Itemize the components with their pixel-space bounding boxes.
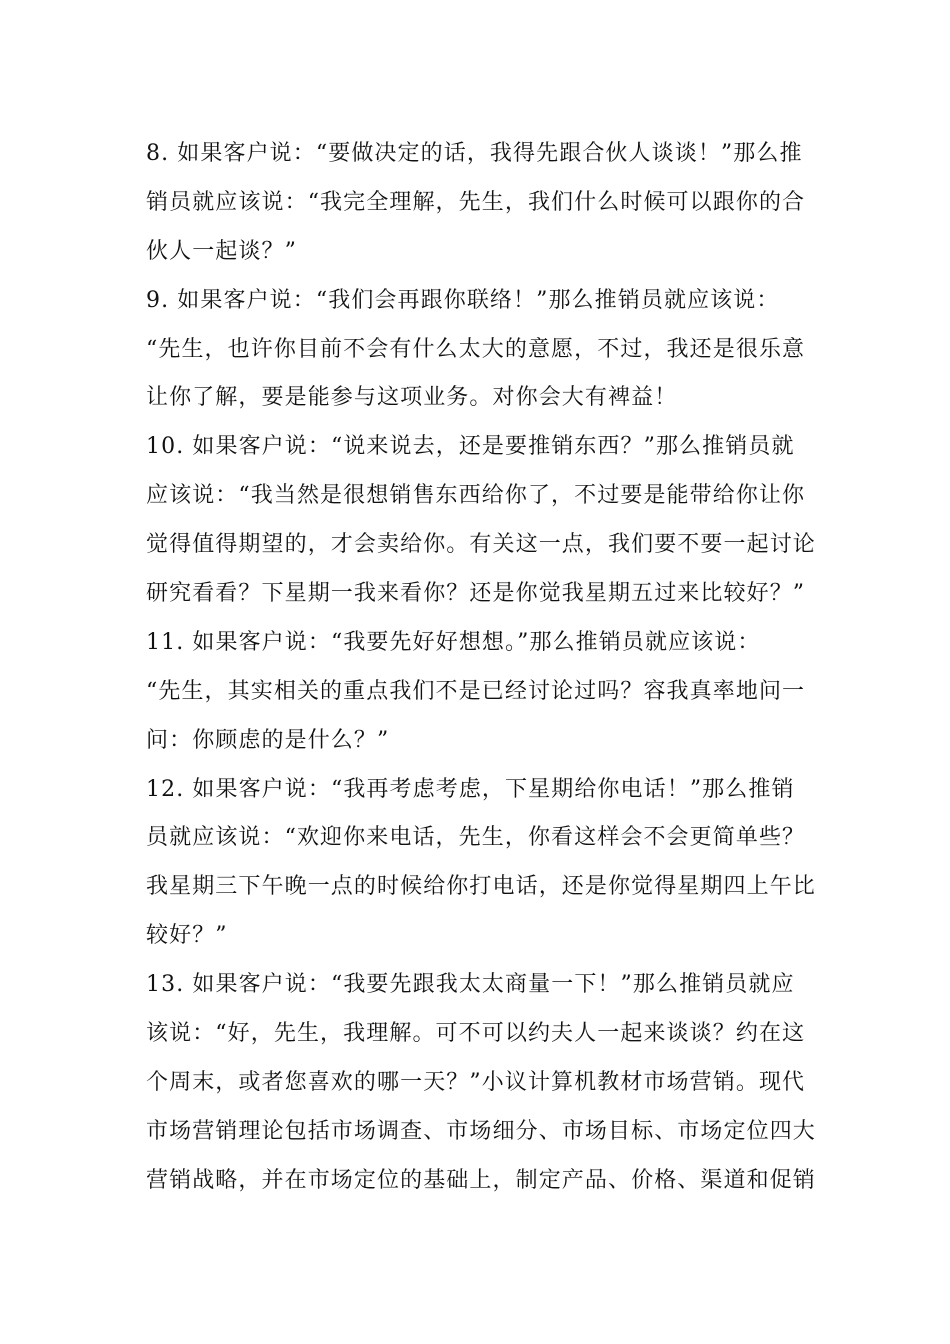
- text-line: 伙人一起谈？”: [146, 238, 297, 264]
- text-line: 较好？”: [146, 923, 228, 949]
- text-line: 11. 如果客户说：“我要先好好想想。”那么推销员就应该说：: [146, 629, 761, 655]
- text-line: 10. 如果客户说：“说来说去，还是要推销东西？”那么推销员就: [146, 434, 795, 460]
- text-line: 我星期三下午晚一点的时候给你打电话，还是你觉得星期四上午比: [146, 874, 816, 900]
- text-line: 8. 如果客户说：“要做决定的话，我得先跟合伙人谈谈！”那么推: [146, 141, 803, 166]
- text-line: 应该说：“我当然是很想销售东西给你了，不过要是能带给你让你: [146, 483, 806, 509]
- body-text: [146, 130, 818, 1206]
- text-line: 该说：“好，先生，我理解。可不可以约夫人一起来谈谈？约在这: [146, 1021, 806, 1047]
- text-line: 让你了解，要是能参与这项业务。对你会大有裨益！: [146, 385, 678, 411]
- text-line: 9. 如果客户说：“我们会再跟你联络！”那么推销员就应该说：: [146, 287, 780, 313]
- text-line: 市场营销理论包括市场调查、市场细分、市场目标、市场定位四大: [146, 1118, 816, 1144]
- text-line: 12. 如果客户说：“我再考虑考虑，下星期给你电话！”那么推销: [146, 776, 795, 802]
- text-line: 销员就应该说：“我完全理解，先生，我们什么时候可以跟你的合: [146, 189, 806, 215]
- text-line: 个周末，或者您喜欢的哪一天？”小议计算机教材市场营销。现代: [146, 1069, 806, 1095]
- text-line: 觉得值得期望的，才会卖给你。有关这一点，我们要不要一起讨论: [146, 532, 816, 558]
- text-line: 研究看看？下星期一我来看你？还是你觉我星期五过来比较好？”: [146, 581, 806, 607]
- text-line: 13. 如果客户说：“我要先跟我太太商量一下！”那么推销员就应: [146, 972, 795, 998]
- text-line: “先生，也许你目前不会有什么太大的意愿，不过，我还是很乐意: [146, 336, 806, 362]
- text-line: “先生，其实相关的重点我们不是已经讨论过吗？容我真率地问一: [146, 678, 806, 704]
- text-line: 营销战略，并在市场定位的基础上，制定产品、价格、渠道和促销: [146, 1167, 816, 1193]
- text-line: 员就应该说：“欢迎你来电话，先生，你看这样会不会更简单些？: [146, 825, 806, 851]
- text-line: 问：你顾虑的是什么？”: [146, 727, 390, 753]
